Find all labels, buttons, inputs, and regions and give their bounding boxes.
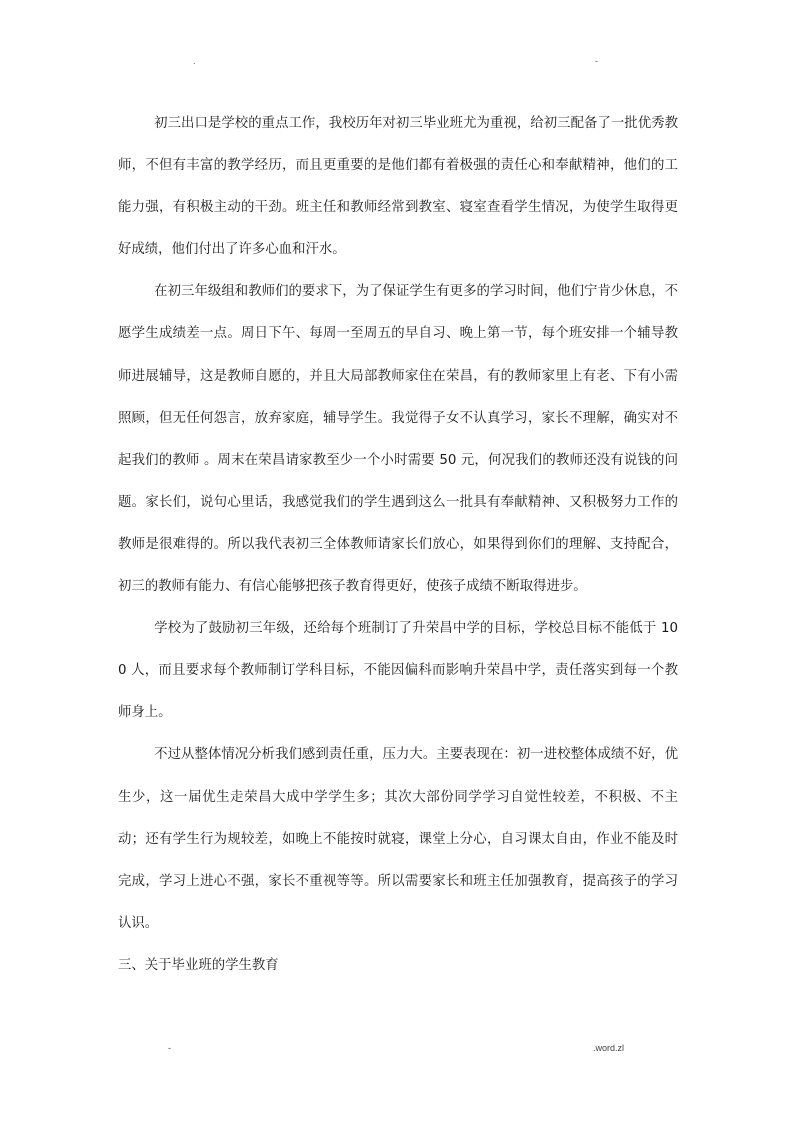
footer-right-mark: .word.zl — [593, 1043, 625, 1053]
footer-left-mark: - — [168, 1043, 171, 1053]
paragraph-teacher-dedication: 在初三年级组和教师们的要求下，为了保证学生有更多的学习时间，他们宁肯少休息，不愿学生成绩差一点。周日下午、每周一至周五的早自习、晚上第一节，每个班安排一个辅导教师进展辅导，这是教师自愿的，并且大局部教师家住在荣昌，有的教师家里上有老、下有小需照顾，但无任何怨言，放弃家庭，辅导学生。我觉得子女不认真学习，家长不理解，确实对不起我们的教师 。周末在荣昌请家教至少一个小时需要 50 元，何况我们的教师还没有说钱的问题。家长们，说句心里话，我感觉我们的学生遇到这么一批具有奉献精神、又积极努力工作的教师是很难得的。所以我代表初三全体教师请家长们放心，如果得到你们的理解、支持配合，初三的教师有能力、有信心能够把孩子教育得更好，使孩子成绩不断取得进步。 — [118, 284, 678, 595]
header-right-mark: - — [595, 56, 598, 66]
document-body — [118, 103, 678, 987]
section-heading: 三、关于毕业班的学生教育 — [118, 957, 279, 973]
paragraph-graduation-teachers: 初三出口是学校的重点工作，我校历年对初三毕业班尤为重视，给初三配备了一批优秀教师，不但有丰富的教学经历，而且更重要的是他们都有着极强的责任心和奉献精神，他们的工能力强，有积极主动的干劲。班主任和教师经常到教室、寝室查看学生情况，为使学生取得更好成绩，他们付出了许多心血和汗水。 — [118, 116, 678, 258]
paragraph-pressure-analysis: 不过从整体情况分析我们感到责任重，压力大。主要表现在：初一进校整体成绩不好，优生少，这一届优生走荣昌大成中学学生多；其次大部份同学学习自觉性较差，不积极、不主动；还有学生行为规较差，如晚上不能按时就寝，课堂上分心，自习课太自由，作业不能及时完成，学习上进心不强，家长不重视等等。所以需要家长和班主任加强教育，提高孩子的学习认识。 — [118, 747, 678, 931]
header-left-mark: . — [193, 56, 196, 66]
paragraph-school-goals: 学校为了鼓励初三年级，还给每个班制订了升荣昌中学的目标，学校总目标不能低于 100 人，而且要求每个教师制订学科目标，不能因偏科而影响升荣昌中学，责任落实到每一个教师身上。 — [118, 621, 678, 721]
